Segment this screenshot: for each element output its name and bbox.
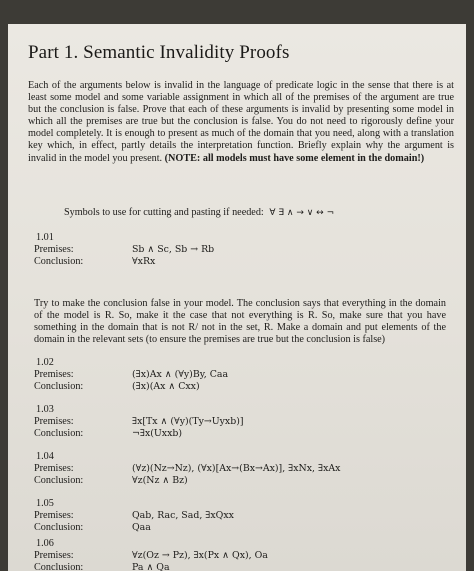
conclusion-label: Conclusion: xyxy=(34,475,84,487)
problem-number: 1.06 xyxy=(36,538,54,549)
problem-number: 1.03 xyxy=(36,404,54,415)
problem-number: 1.05 xyxy=(36,498,54,509)
premises-value: ∀z(Oz → Pz), ∃x(Px ∧ Qx), Oa xyxy=(132,550,268,562)
symbols-line xyxy=(64,207,334,218)
premises-value: ∃x[Tx ∧ (∀y)(Ty→Uyxb)] xyxy=(132,416,244,428)
conclusion-value: ∀xRx xyxy=(132,256,156,268)
conclusion-label: Conclusion: xyxy=(34,381,84,393)
problem-1-05 xyxy=(34,498,234,535)
problem-1-06 xyxy=(34,538,268,571)
premises-value: Sb ∧ Sc, Sb → Rb xyxy=(132,244,215,256)
problem-number: 1.01 xyxy=(36,232,54,243)
symbols-glyphs[interactable]: ∀ ∃ ∧ → ∨ ↔ ¬ xyxy=(269,208,335,218)
premises-value: Qab, Rac, Sad, ∃xQxx xyxy=(132,510,234,522)
problem-1-04 xyxy=(34,451,340,488)
conclusion-value: Qaa xyxy=(132,522,151,534)
premises-label: Premises: xyxy=(34,416,74,428)
premises-value: (∃x)Ax ∧ (∀y)By, Caa xyxy=(132,369,229,381)
problem-number: 1.04 xyxy=(36,451,54,462)
page-title: Part 1. Semantic Invalidity Proofs xyxy=(28,42,290,63)
premises-label: Premises: xyxy=(34,244,74,256)
conclusion-value: Pa ∧ Qa xyxy=(132,562,170,571)
conclusion-label: Conclusion: xyxy=(34,522,84,534)
conclusion-value: (∃x)(Ax ∧ Cxx) xyxy=(132,381,200,393)
symbols-label: Symbols to use for cutting and pasting if needed: xyxy=(64,207,264,218)
conclusion-label: Conclusion: xyxy=(34,562,84,571)
problem-1-02 xyxy=(34,357,228,394)
hint-paragraph: Try to make the conclusion false in your model. The conclusion says that everything in the domain of the model is R. So, make it the case that not everything is R. So, make sure that you have something in the domain that is not R/ not in the set, R. Make a domain and put elements of the domain in the relevant sets (to ensure the premises are true but the conclusion is false) xyxy=(34,298,446,346)
premises-value: (∀z)(Nz→Nz), (∀x)[Ax→(Bx→Ax)], ∃xNx, ∃xAx xyxy=(132,463,341,475)
conclusion-label: Conclusion: xyxy=(34,428,84,440)
problem-number: 1.02 xyxy=(36,357,54,368)
premises-label: Premises: xyxy=(34,510,74,522)
instructions-text: Each of the arguments below is invalid in the language of predicate logic in the sense that there is at least some model and some variable assignment in which all of the premises of the argument are true but the conclusion is false. Prove that each of these arguments is invalid by presenting some model in which all the premises are true but the conclusion is false. You do not need to rigorously define your model completely. It is enough to present as much of the domain that you need, along with a translation key which, in effect, partly details the interpretation function. Briefly explain why the argument is invalid in the model you present. xyxy=(28,80,454,164)
instructions-paragraph xyxy=(28,80,454,165)
premises-label: Premises: xyxy=(34,369,74,381)
conclusion-value: ∀z(Nz ∧ Bz) xyxy=(132,475,188,487)
instructions-note: (NOTE: all models must have some element in the domain!) xyxy=(164,152,425,164)
conclusion-label: Conclusion: xyxy=(34,256,84,268)
premises-label: Premises: xyxy=(34,463,74,475)
document-page xyxy=(8,24,466,571)
conclusion-value: ¬∃x(Uxxb) xyxy=(132,428,183,440)
problem-1-03 xyxy=(34,404,244,441)
premises-label: Premises: xyxy=(34,550,74,562)
problem-1-01 xyxy=(34,232,214,269)
